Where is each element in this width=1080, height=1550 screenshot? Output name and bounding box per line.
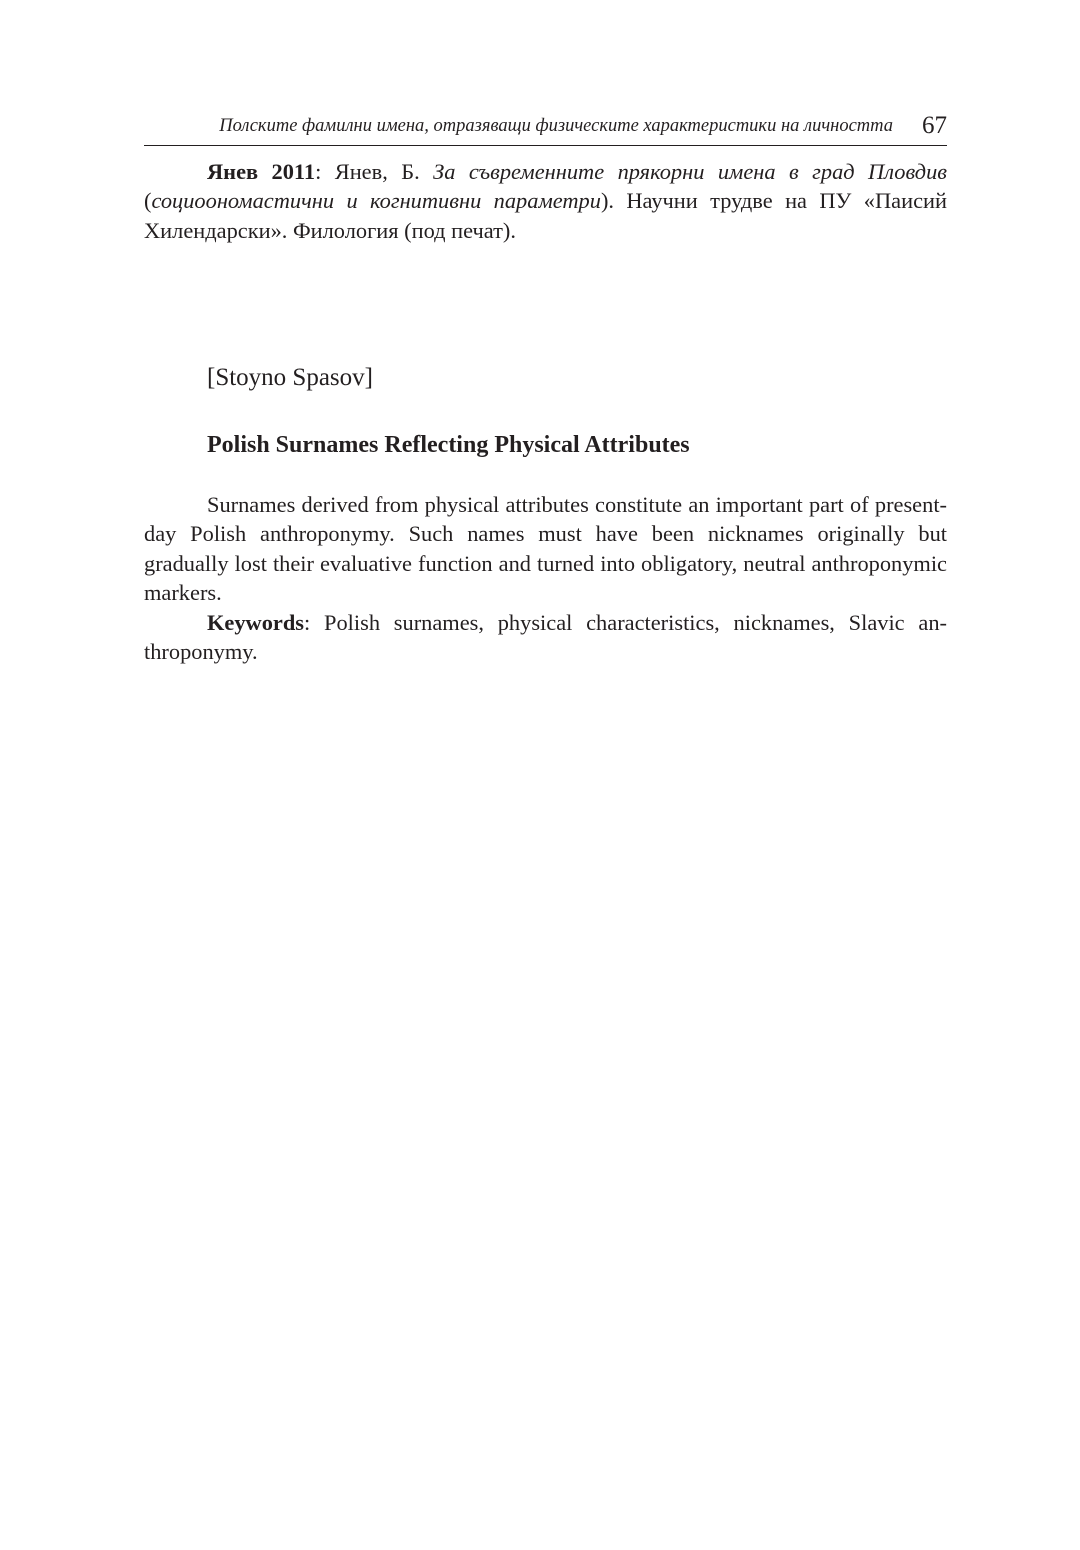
reference-author-year: Янев 2011 bbox=[207, 159, 316, 184]
reference-title-part1: За съвременните прякорни имена в град Пловдив bbox=[433, 159, 947, 184]
reference-author-name: Янев, Б. bbox=[334, 159, 434, 184]
abstract-title: Polish Surnames Reflecting Physical Attributes bbox=[207, 432, 690, 458]
page-number: 67 bbox=[922, 112, 947, 139]
running-title: Полските фамилни имена, отразяващи физическите характеристики на личността bbox=[219, 116, 893, 136]
keywords-text: : Polish surnames, physical characteristics, nicknames, Slavic anthroponymy. bbox=[144, 609, 947, 665]
reference-title-part2: социоономастични и когнитивни параметри bbox=[151, 188, 601, 214]
running-header bbox=[144, 112, 947, 146]
reference-entry bbox=[144, 157, 947, 245]
abstract-author: [Stoyno Spasov] bbox=[207, 364, 373, 391]
reference-colon: : bbox=[315, 159, 335, 184]
abstract-block bbox=[144, 490, 947, 666]
abstract-body: Surnames derived from physical attributes constitute an important part of present-day Polish anthroponymy. Such names must have been nicknames originally but gradually lost their evaluative function and turned into obligatory, neutral anthroponymic markers. bbox=[144, 492, 947, 606]
keywords-paragraph bbox=[144, 608, 947, 667]
keywords-label: Keywords bbox=[207, 609, 305, 635]
page-content bbox=[144, 157, 947, 665]
reference-publication: ). Научни трудве на ПУ «Паисий Хилендарски». Филология (под печат). bbox=[144, 188, 947, 243]
reference-open-paren: ( bbox=[144, 188, 152, 214]
